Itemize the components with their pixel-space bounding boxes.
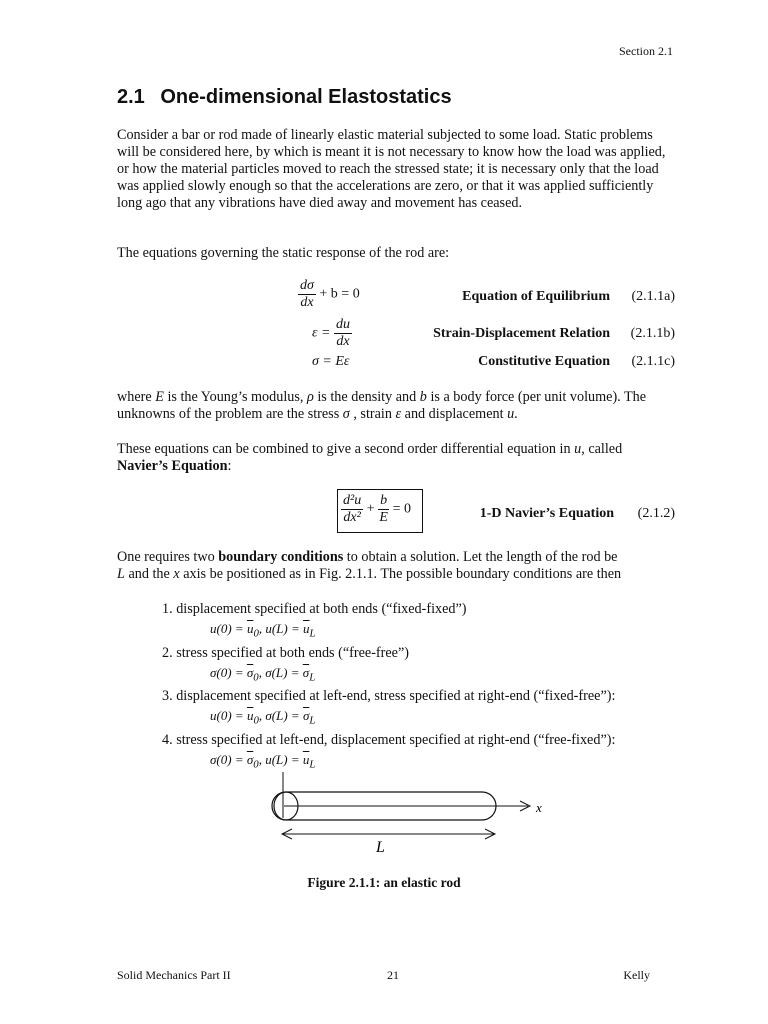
equation-number-b: (2.1.1b): [630, 326, 675, 341]
navier-equation-box: [337, 489, 423, 533]
governing-equations-intro: The equations governing the static response of the rod are:: [117, 245, 450, 261]
constitutive-equation: σ = Eε: [312, 354, 350, 369]
equation-number-c: (2.1.1c): [631, 354, 675, 369]
strain-displacement-equation: ε = $\frac{du}{dx}$: [312, 317, 350, 349]
boundary-conditions-paragraph: One requires two boundary conditions to obtain a solution. Let the length of the rod be L and the x axis be positioned as in Fig. 2.1.1. The possible boundary conditions are then: [117, 549, 622, 582]
figure-caption: Figure 2.1.1: an elastic rod: [307, 875, 461, 890]
definitions-paragraph: where E is the Young’s modulus, ρ is the density and b is a body force (per unit volume). The unknowns of the problem are the stress σ , strain ε and displacement u.: [117, 389, 647, 422]
equilibrium-equation: $\frac{d\sigma}{dx}$ + b = 0: [300, 278, 360, 310]
footer-right: Kelly: [623, 968, 650, 982]
list-item: 2. stress specified at both ends (“free-free”) $\sigma(0) = \overline{\sigma}_0$, $\sigma(L) = \overline{\sigma}_L$: [162, 644, 409, 684]
x-axis-label: x: [536, 800, 542, 815]
running-header: Section 2.1: [619, 44, 673, 58]
equation-name-equilibrium: Equation of Equilibrium: [462, 289, 610, 304]
list-item: 3. displacement specified at left-end, stress specified at right-end (“fixed-free”): $u(0) = \overline{u}_0$, $\sigma(L) = \overline{\sigma}_L$: [162, 688, 616, 727]
section-title: [117, 86, 452, 109]
navier-equation: $\frac{\text{d²u}}{\text{dx²}}$ + $\frac{b}{E}$ = 0: [343, 493, 412, 525]
list-item: 1. displacement specified at both ends (“fixed-fixed”) $u(0) = \overline{u}_0$, $u(L) = \overline{u}_L$: [162, 601, 467, 640]
equation-name-constitutive: Constitutive Equation: [478, 354, 610, 369]
footer-left: Solid Mechanics Part II: [117, 968, 231, 982]
elastic-rod-figure: [260, 768, 560, 863]
navier-intro-paragraph: These equations can be combined to give a second order differential equation in u, called Navier’s Equation:: [117, 441, 623, 474]
section-number: 2.1: [117, 86, 145, 108]
section-title-text: One-dimensional Elastostatics: [160, 86, 452, 108]
boundary-conditions-list: [162, 600, 615, 774]
list-item: 4. stress specified at left-end, displacement specified at right-end (“free-fixed”): $\sigma(0) = \overline{\sigma}_0$, $u(L) = \overline{u}_L$: [162, 731, 616, 771]
length-label: L: [376, 839, 385, 856]
equation-name-strain-displacement: Strain-Displacement Relation: [433, 326, 610, 341]
equation-name-navier: 1-D Navier’s Equation: [479, 506, 614, 521]
equation-number-a: (2.1.1a): [631, 289, 675, 304]
page-number: 21: [387, 968, 399, 982]
intro-paragraph: Consider a bar or rod made of linearly elastic material subjected to some load. Static problems will be considered here, by which is meant it is not necessary to know how the load was applied, or how the material particles moved to reach the stressed state; it is necessary only that the load was applied slowly enough so that the accelerations are zero, or that it was applied sufficiently long ago that any vibrations have died away and movement has ceased.: [117, 127, 666, 211]
equation-number-navier: (2.1.2): [637, 506, 675, 521]
